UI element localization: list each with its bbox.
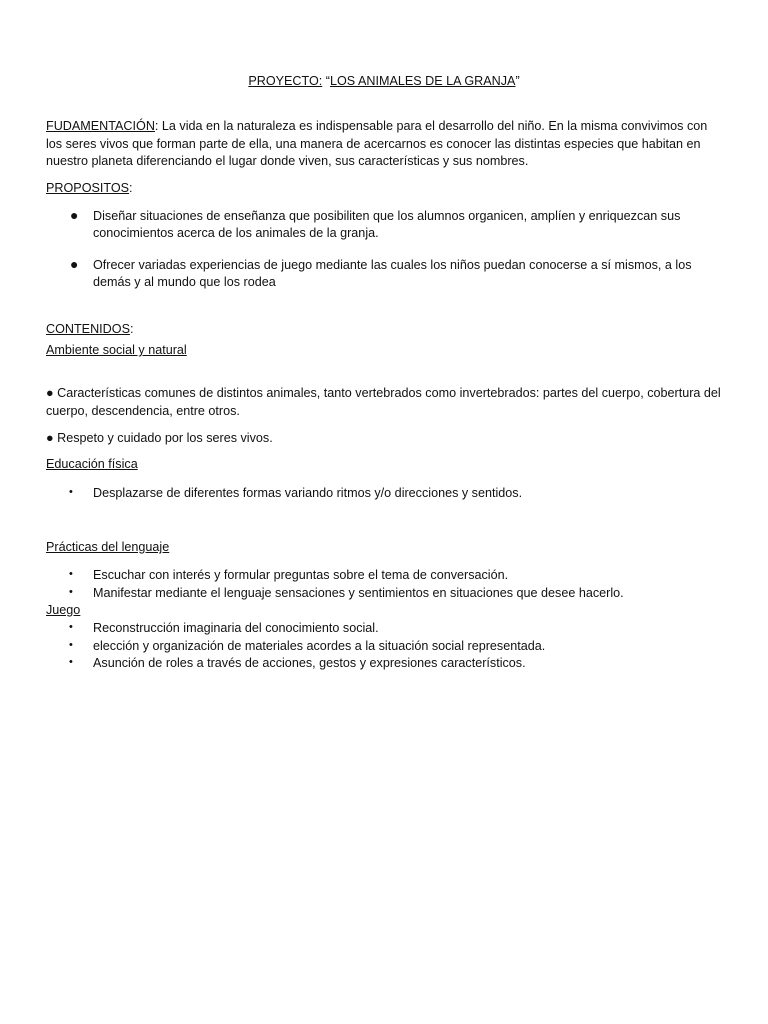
contenidos-label: CONTENIDOS bbox=[46, 322, 130, 336]
propositos-label: PROPOSITOS bbox=[46, 181, 130, 195]
practicas-lenguaje-item: Escuchar con interés y formular preguntas sobre el tema de conversación. bbox=[93, 568, 509, 582]
contenidos-heading bbox=[46, 322, 133, 336]
document-title bbox=[0, 74, 768, 88]
practicas-lenguaje-bullet: • bbox=[69, 586, 73, 598]
juego-item: Asunción de roles a través de acciones, gestos y expresiones característicos. bbox=[93, 656, 526, 670]
ambiente-item: ● Características comunes de distintos animales, tanto vertebrados como invertebrados: partes del cuerpo, cobertura del cuerpo, descendencia, entre otros. bbox=[46, 386, 721, 418]
proposito-bullet: ● bbox=[70, 207, 79, 223]
practicas-lenguaje-bullet: • bbox=[69, 568, 73, 580]
contenidos-colon: : bbox=[129, 322, 134, 336]
title-close-quote: ” bbox=[515, 74, 520, 88]
title-prefix: PROYECTO: bbox=[248, 74, 323, 88]
juego-item: Reconstrucción imaginaria del conocimiento social. bbox=[93, 621, 379, 635]
juego-bullet: • bbox=[69, 639, 73, 651]
propositos-heading bbox=[46, 181, 133, 195]
title-name: LOS ANIMALES DE LA GRANJA bbox=[329, 74, 516, 88]
ambiente-heading: Ambiente social y natural bbox=[46, 343, 187, 357]
proposito-item: Ofrecer variadas experiencias de juego mediante las cuales los niños puedan conocerse a sí mismos, a los demás y al mundo que los rodea bbox=[93, 258, 692, 289]
ambiente-item: ● Respeto y cuidado por los seres vivos. bbox=[46, 431, 273, 445]
practicas-lenguaje-item: Manifestar mediante el lenguaje sensaciones y sentimientos en situaciones que desee hacerlo. bbox=[93, 586, 624, 600]
fundamentacion-label: FUDAMENTACIÓN bbox=[46, 119, 155, 133]
title-open-quote: “ bbox=[322, 74, 330, 88]
juego-bullet: • bbox=[69, 621, 73, 633]
educacion-fisica-bullet: • bbox=[69, 486, 73, 498]
juego-item: elección y organización de materiales acordes a la situación social representada. bbox=[93, 639, 546, 653]
fundamentacion-paragraph bbox=[46, 118, 726, 171]
educacion-fisica-item: Desplazarse de diferentes formas variando ritmos y/o direcciones y sentidos. bbox=[93, 486, 523, 500]
educacion-fisica-heading: Educación física bbox=[46, 457, 138, 471]
proposito-bullet: ● bbox=[70, 256, 79, 272]
juego-heading: Juego bbox=[46, 603, 81, 617]
fundamentacion-text: : La vida en la naturaleza es indispensable para el desarrollo del niño. En la misma convivimos con los seres vivos que forman parte de ella, una manera de acercarnos es conocer las distintas especies que habitan en nuestro planeta diferenciando el lugar donde viven, sus características y sus nombres. bbox=[46, 119, 708, 168]
proposito-item: Diseñar situaciones de enseñanza que posibiliten que los alumnos organicen, amplíen y enriquezcan sus conocimientos acerca de los animales de la granja. bbox=[93, 209, 681, 240]
practicas-lenguaje-heading: Prácticas del lenguaje bbox=[46, 540, 170, 554]
propositos-colon: : bbox=[129, 181, 133, 195]
juego-bullet: • bbox=[69, 656, 73, 668]
